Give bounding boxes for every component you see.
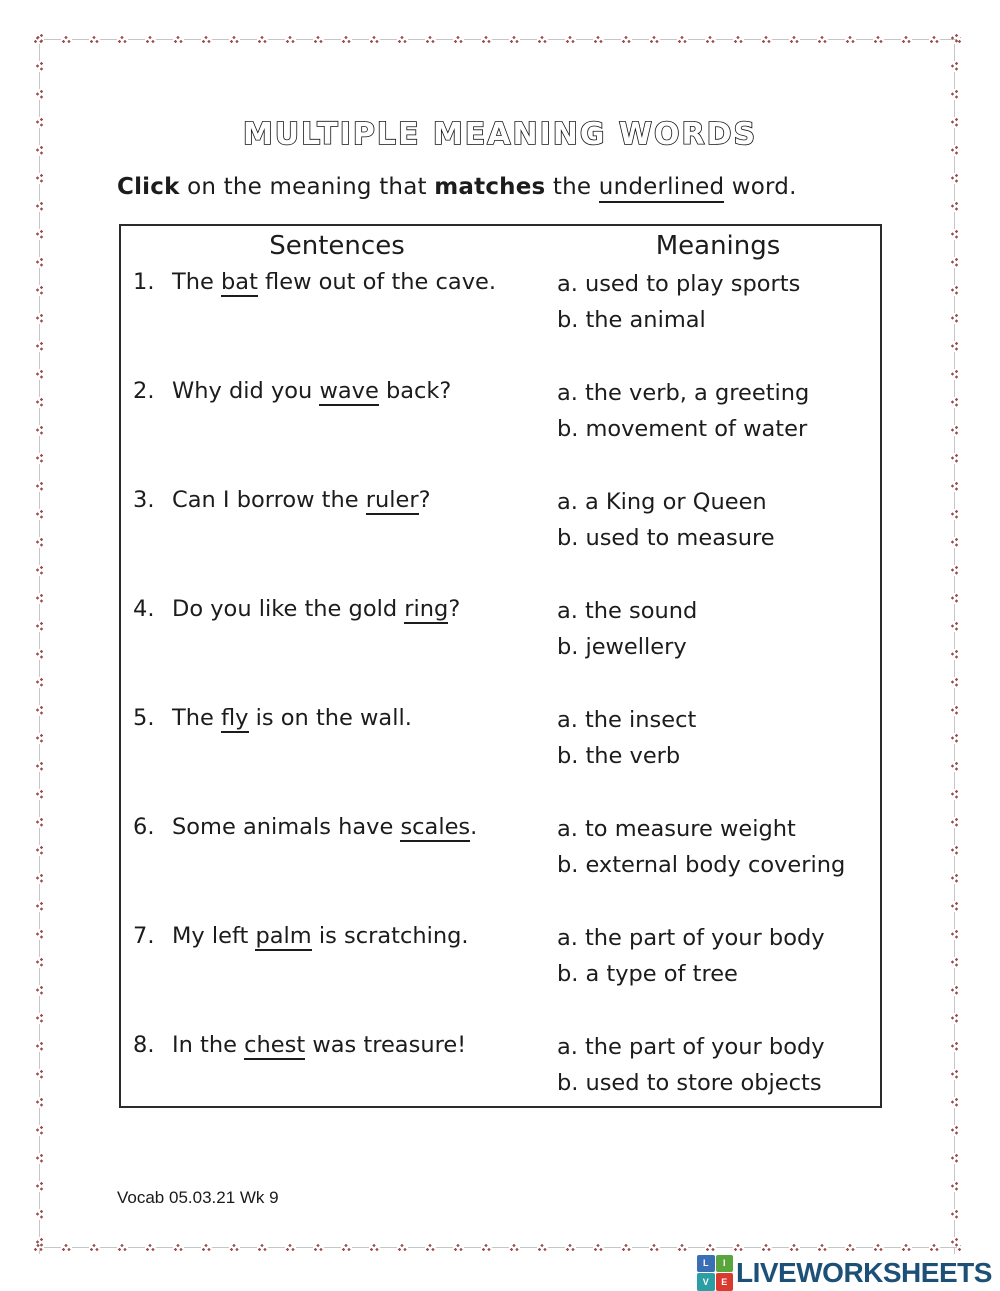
instruction-segment: on the meaning that <box>179 174 435 200</box>
sentence-pre: The <box>172 269 221 295</box>
meanings-column <box>557 269 879 341</box>
option-label: a. <box>557 489 578 515</box>
sentence-pre: Why did you <box>172 378 320 404</box>
underlined-word: ruler <box>365 487 419 513</box>
option-text: used to measure <box>585 525 775 551</box>
sentence-pre: Do you like the gold <box>172 596 405 622</box>
exercise-row <box>121 378 880 478</box>
page-title: MULTIPLE MEANING WORDS <box>242 117 758 152</box>
underlined-word: fly <box>221 705 249 731</box>
logo-square-e: E <box>716 1273 734 1291</box>
exercise-row <box>121 269 880 369</box>
meaning-option-a[interactable] <box>557 923 879 959</box>
sentence <box>133 705 557 731</box>
option-text: to measure weight <box>584 816 796 842</box>
underlined-word: scales <box>400 814 471 840</box>
sentence-post: ? <box>418 487 431 513</box>
meaning-option-a[interactable] <box>557 378 879 414</box>
decorative-border-left <box>34 34 46 1254</box>
sentence-pre: Can I borrow the <box>172 487 366 513</box>
option-label: a. <box>557 380 578 406</box>
instruction-underlined-word: underlined <box>599 174 724 203</box>
option-text: the sound <box>584 598 698 624</box>
sentence-text <box>172 923 469 949</box>
instruction-segment: word. <box>724 174 797 200</box>
liveworksheets-logo-text: LIVEWORKSHEETS <box>736 1256 992 1288</box>
sentence-number: 8. <box>133 1032 155 1058</box>
exercise-row <box>121 487 880 587</box>
sentence-number: 6. <box>133 814 155 840</box>
meanings-column <box>557 923 879 995</box>
meaning-option-b[interactable] <box>557 414 879 450</box>
meaning-option-b[interactable] <box>557 1068 879 1104</box>
instruction-bold-click: Click <box>117 174 180 200</box>
decorative-border-right <box>949 34 961 1254</box>
sentence-number: 3. <box>133 487 155 513</box>
column-header-meanings: Meanings <box>655 231 781 261</box>
sentence-post: ? <box>448 596 461 622</box>
meaning-option-a[interactable] <box>557 814 879 850</box>
meaning-option-a[interactable] <box>557 487 879 523</box>
option-text: jewellery <box>585 634 687 660</box>
sentence-text <box>172 269 496 295</box>
option-text: used to play sports <box>584 271 801 297</box>
option-label: a. <box>557 271 578 297</box>
underlined-word: ring <box>404 596 449 622</box>
liveworksheets-logo <box>697 1254 992 1291</box>
meaning-option-a[interactable] <box>557 705 879 741</box>
worksheet-title-wrap <box>0 108 1000 156</box>
sentence-pre: The <box>172 705 221 731</box>
meanings-column <box>557 596 879 668</box>
sentence-post: was treasure! <box>305 1032 467 1058</box>
option-text: movement of water <box>585 416 808 442</box>
underlined-word: palm <box>255 923 312 949</box>
sentence <box>133 1032 557 1058</box>
option-text: the verb <box>585 743 681 769</box>
sentence-pre: Some animals have <box>172 814 401 840</box>
option-text: a type of tree <box>585 961 738 987</box>
sentence-text <box>172 596 460 622</box>
sentence-number: 5. <box>133 705 155 731</box>
decorative-border-bottom <box>34 1242 961 1254</box>
option-label: a. <box>557 816 578 842</box>
sentence <box>133 596 557 622</box>
option-text: a King or Queen <box>584 489 767 515</box>
sentence-pre: My left <box>172 923 256 949</box>
meaning-option-a[interactable] <box>557 1032 879 1068</box>
meaning-option-b[interactable] <box>557 305 879 341</box>
sentence-text <box>172 705 412 731</box>
option-text: the part of your body <box>584 925 825 951</box>
option-label: b. <box>557 961 579 987</box>
sentence <box>133 814 557 840</box>
exercise-row <box>121 923 880 1023</box>
underlined-word: wave <box>319 378 379 404</box>
option-text: the verb, a greeting <box>584 380 810 406</box>
option-text: external body covering <box>585 852 846 878</box>
option-text: the insect <box>584 707 697 733</box>
option-label: a. <box>557 707 578 733</box>
meaning-option-b[interactable] <box>557 523 879 559</box>
sentence-number: 4. <box>133 596 155 622</box>
instruction-segment: the <box>545 174 599 200</box>
column-header-sentences: Sentences <box>269 231 405 261</box>
meanings-column <box>557 487 879 559</box>
option-text: used to store objects <box>585 1070 822 1096</box>
option-label: b. <box>557 852 579 878</box>
footer-note: Vocab 05.03.21 Wk 9 <box>117 1188 279 1207</box>
sentence <box>133 269 557 295</box>
sentence-post: flew out of the cave. <box>257 269 497 295</box>
sentence-number: 7. <box>133 923 155 949</box>
sentence-text <box>172 378 451 404</box>
option-label: a. <box>557 1034 578 1060</box>
option-label: b. <box>557 416 579 442</box>
option-text: the part of your body <box>584 1034 825 1060</box>
sentence <box>133 923 557 949</box>
sentence-post: is scratching. <box>311 923 469 949</box>
sentence-pre: In the <box>172 1032 245 1058</box>
meaning-option-a[interactable] <box>557 596 879 632</box>
meaning-option-b[interactable] <box>557 850 879 886</box>
sentence-post: . <box>470 814 478 840</box>
instruction-bold-matches: matches <box>434 174 546 200</box>
meanings-column <box>557 705 879 777</box>
option-label: b. <box>557 525 579 551</box>
logo-square-v: V <box>697 1273 715 1291</box>
sentence <box>133 378 557 404</box>
sentence-text <box>172 814 477 840</box>
underlined-word: bat <box>221 269 258 295</box>
meaning-option-b[interactable] <box>557 959 879 995</box>
meaning-option-b[interactable] <box>557 741 879 777</box>
logo-square-i: I <box>716 1255 734 1273</box>
exercise-row <box>121 1032 880 1132</box>
option-label: b. <box>557 743 579 769</box>
sentence-post: back? <box>378 378 452 404</box>
exercise-row <box>121 814 880 914</box>
liveworksheets-logo-icon <box>697 1255 733 1291</box>
option-label: b. <box>557 634 579 660</box>
meanings-column <box>557 1032 879 1104</box>
option-label: b. <box>557 307 579 333</box>
sentence-number: 2. <box>133 378 155 404</box>
underlined-word: chest <box>244 1032 306 1058</box>
sentence-post: is on the wall. <box>248 705 412 731</box>
instruction-text <box>117 174 917 200</box>
meaning-option-a[interactable] <box>557 269 879 305</box>
sentence <box>133 487 557 513</box>
exercise-row <box>121 596 880 696</box>
option-label: a. <box>557 925 578 951</box>
exercise-table <box>119 224 882 1108</box>
decorative-border-top <box>34 34 961 46</box>
option-label: b. <box>557 1070 579 1096</box>
sentence-text <box>172 487 431 513</box>
sentence-number: 1. <box>133 269 155 295</box>
option-label: a. <box>557 598 578 624</box>
option-text: the animal <box>585 307 706 333</box>
meanings-column <box>557 378 879 450</box>
meanings-column <box>557 814 879 886</box>
meaning-option-b[interactable] <box>557 632 879 668</box>
sentence-text <box>172 1032 466 1058</box>
logo-square-l: L <box>697 1255 715 1273</box>
exercise-row <box>121 705 880 805</box>
